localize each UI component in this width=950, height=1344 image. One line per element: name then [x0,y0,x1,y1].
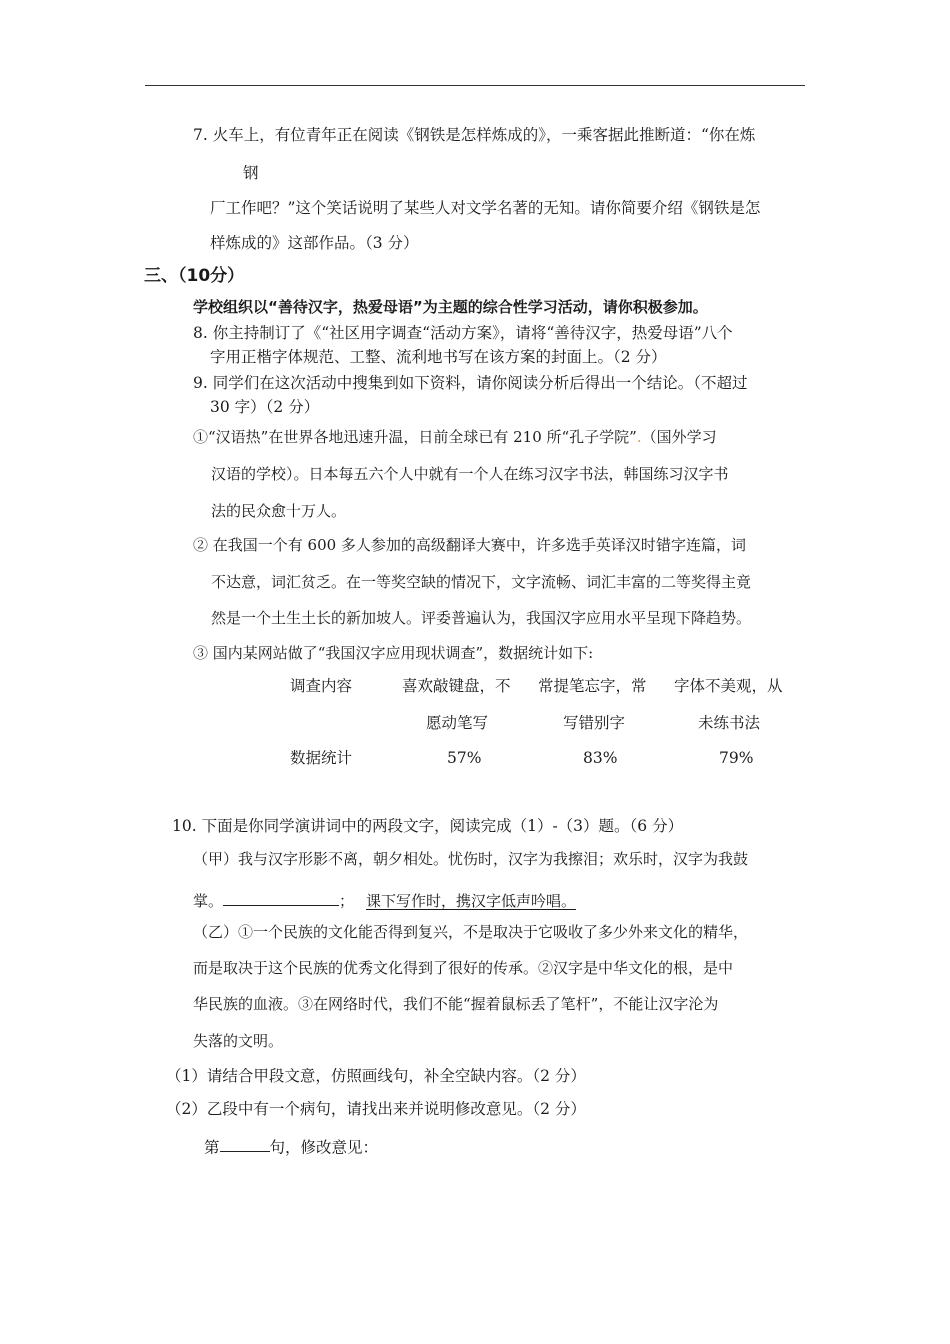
answer-suffix: 句，修改意见： [269,1138,379,1157]
survey-data-label: 数据统计 [290,749,353,767]
passage-jia-line-2-start: 掌。 [193,891,224,910]
q9-line-1: 9. 同学们在这次活动中搜集到如下资料，请你阅读分析后得出一个结论。（不超过 [193,374,748,392]
material-3-line-1: ③ 国内某网站做了“我国汉字应用现状调查”，数据统计如下: [193,644,594,662]
survey-value-3: 79% [719,749,754,767]
q10-line-1: 10. 下面是你同学演讲词中的两段文字，阅读完成（1）-（3）题。（6 分） [172,817,684,835]
material-1-line-1 [193,430,717,445]
underlined-model-sentence: 课下写作时，携汉字低声吟唱。 [366,891,577,910]
survey-col-2-a: 常提笔忘字，常 [538,677,647,695]
passage-jia-semicolon: ； [339,891,355,910]
q9-line-2: 30 字）（2 分） [210,398,320,416]
material-1-line-2: 汉语的学校）。日本每五六个人中就有一个人在练习汉字书法，韩国练习汉字书 [211,465,729,483]
material-2-line-1: ② 在我国一个有 600 多人参加的高级翻译大赛中，许多选手英译汉时错字连篇，词 [193,536,746,554]
answer-prefix: 第 [204,1138,220,1157]
survey-value-2: 83% [583,749,618,767]
passage-yi-line-4: 失落的文明。 [193,1032,284,1050]
material-1-dot: . [636,428,642,446]
material-2-line-2: 不达意，词汇贫乏。在一等奖空缺的情况下，文字流畅、词汇丰富的二等奖得主竟 [211,573,752,591]
survey-col-3-b: 未练书法 [698,714,761,732]
material-1-line-1-text: ①“汉语热”在世界各地迅速升温，日前全球已有 210 所“孔子学院” [193,428,637,446]
passage-yi-line-2: 而是取决于这个民族的优秀文化得到了很好的传承。②汉字是中华文化的根，是中 [193,959,734,977]
passage-jia-line-1: （甲）我与汉字形影不离，朝夕相处。忧伤时，汉字为我擦泪；欢乐时，汉字为我鼓 [193,850,749,868]
passage-yi-line-1: （乙）①一个民族的文化能否得到复兴，不是取决于它吸收了多少外来文化的精华， [193,923,749,941]
section-3-intro: 学校组织以“善待汉字，热爱母语”为主题的综合性学习活动，请你积极参加。 [193,298,708,316]
fill-in-blank[interactable] [223,889,339,906]
passage-yi-line-3: 华民族的血液。③在网络时代，我们不能“握着鼠标丢了笔杆”，不能让汉字沦为 [193,995,719,1013]
survey-col-1-b: 愿动笔写 [426,714,489,732]
q8-line-2: 字用正楷字体规范、工整、流利地书写在该方案的封面上。（2 分） [210,348,667,366]
material-1-line-3: 法的民众愈十万人。 [211,502,347,520]
survey-col-2-b: 写错别字 [563,714,626,732]
survey-col-1-a: 喜欢敲键盘，不 [402,677,511,695]
passage-jia-line-2 [193,889,576,909]
sub-question-2: （2）乙段中有一个病句，请找出来并说明修改意见。（2 分） [166,1100,586,1118]
section-3-heading: 三、（10分） [144,266,245,286]
survey-row-label: 调查内容 [290,677,353,695]
survey-col-3-a: 字体不美观，从 [674,677,783,695]
q8-line-1: 8. 你主持制订了《“社区用字调查“活动方案》，请将“善待汉字，热爱母语”八个 [193,324,733,342]
sentence-number-blank[interactable] [220,1135,270,1152]
answer-line [204,1135,378,1156]
header-rule [145,85,805,86]
material-2-line-3: 然是一个土生土长的新加坡人。评委普遍认为，我国汉字应用水平呈现下降趋势。 [211,609,752,627]
q7-line-1: 7. 火车上，有位青年正在阅读《钢铁是怎样炼成的》，一乘客据此推断道：“你在炼 [193,126,756,144]
q7-line-2: 钢 [243,164,259,182]
q7-line-4: 样炼成的》这部作品。（3 分） [210,234,419,252]
survey-value-1: 57% [447,749,482,767]
q7-line-3: 厂工作吧？”这个笑话说明了某些人对文学名著的无知。请你简要介绍《钢铁是怎 [210,199,761,217]
sub-question-1: （1）请结合甲段文意，仿照画线句，补全空缺内容。（2 分） [166,1067,586,1085]
material-1-line-1-tail: （国外学习 [641,428,717,446]
